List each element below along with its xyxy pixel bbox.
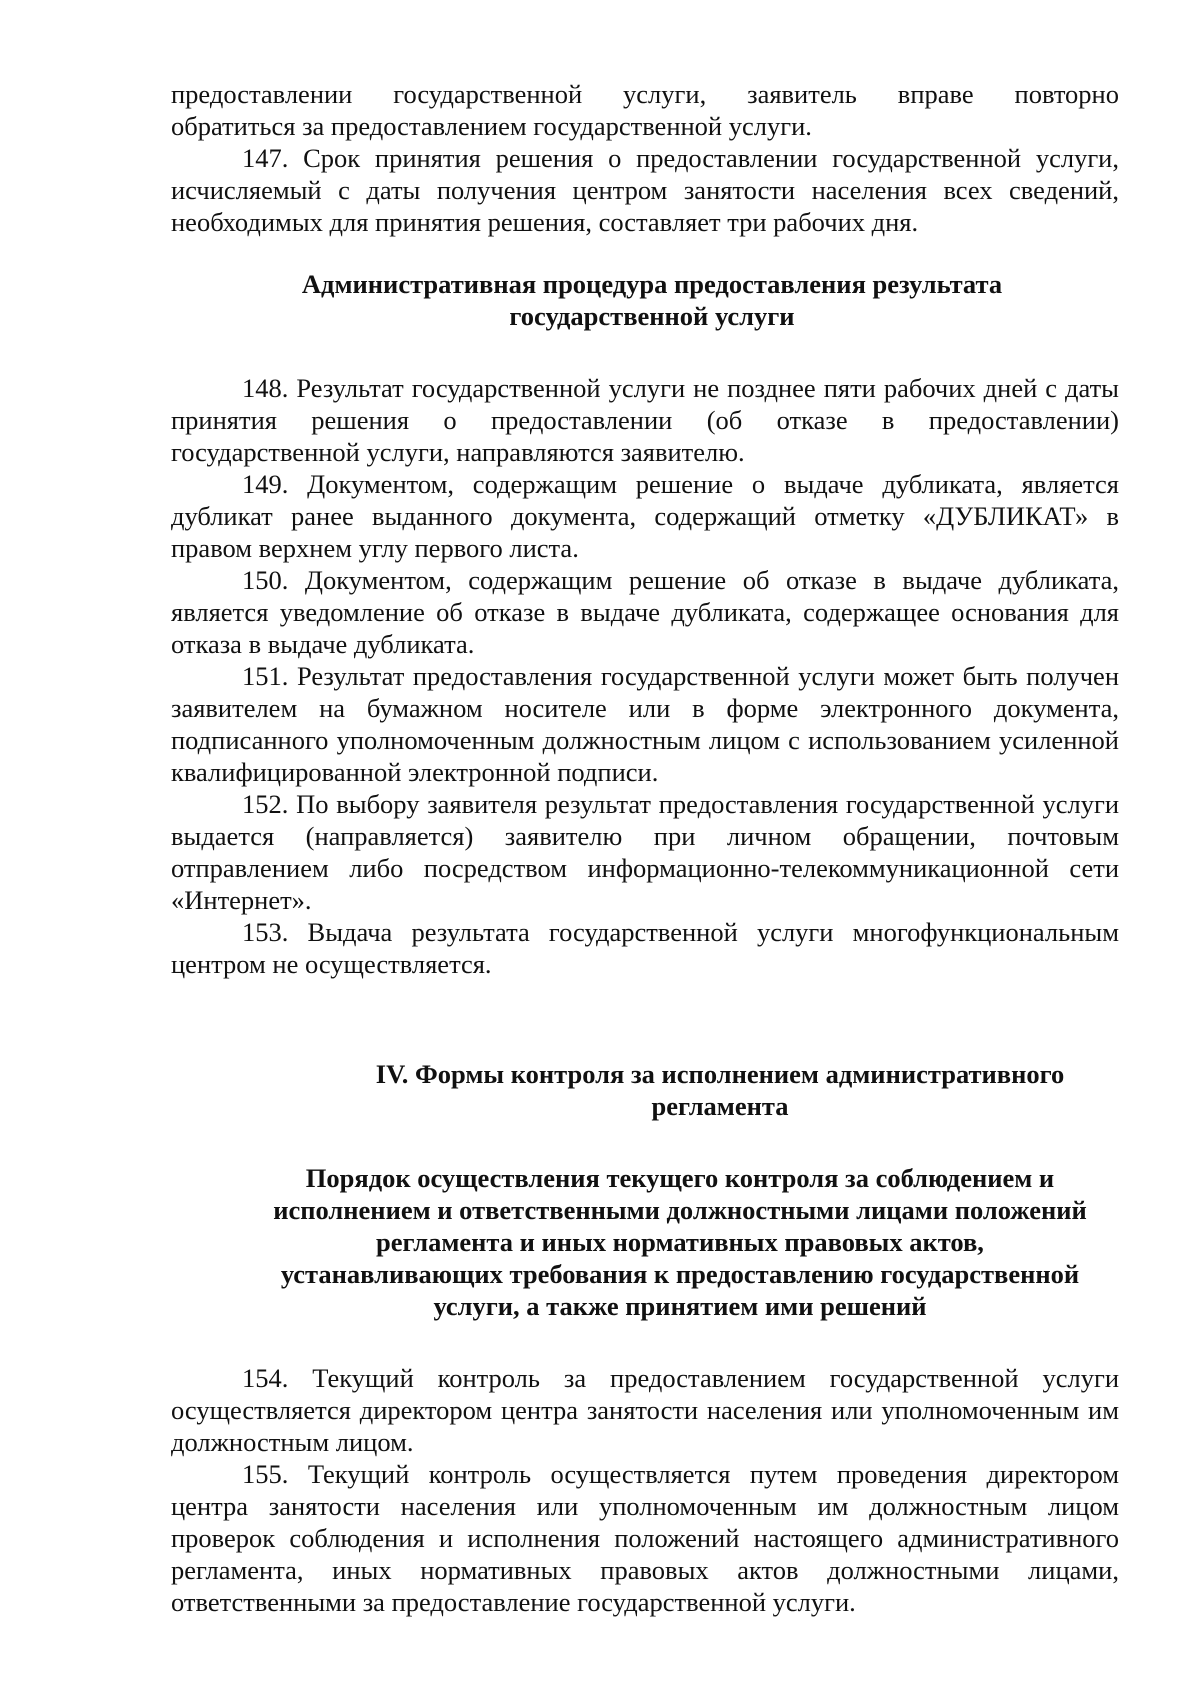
document-body bbox=[171, 78, 1119, 1618]
section-heading-iv-line-1: IV. Формы контроля за исполнением административного bbox=[375, 1059, 1065, 1089]
paragraph-intro bbox=[171, 78, 1119, 142]
section-heading-iv bbox=[171, 1058, 1119, 1122]
paragraph-150: 150. Документом, содержащим решение об отказе в выдаче дубликата, является уведомление об отказе в выдаче дубликата, содержащее основания для отказа в выдаче дубликата. bbox=[171, 565, 1119, 659]
heading-result-procedure-line-2: государственной услуги bbox=[509, 301, 795, 331]
intro-line-2: обратиться за предоставлением государственной услуги. bbox=[171, 111, 812, 141]
intro-line-1: предоставлении государственной услуги, заявитель вправе повторно bbox=[171, 79, 1119, 109]
subheading-line-3: регламента и иных нормативных правовых актов, bbox=[376, 1227, 984, 1257]
paragraph-153: 153. Выдача результата государственной услуги многофункциональным центром не осуществляется. bbox=[171, 917, 1119, 979]
paragraph-152: 152. По выбору заявителя результат предоставления государственной услуги выдается (направляется) заявителю при личном обращении, почтовым отправлением либо посредством информационно-телекоммуникационной сети «Интернет». bbox=[171, 789, 1119, 915]
heading-result-procedure bbox=[171, 268, 1119, 332]
paragraph-155: 155. Текущий контроль осуществляется путем проведения директором центра занятости населения или уполномоченным им должностным лицом проверок соблюдения и исполнения положений настоящего административного регламента, иных нормативных правовых актов должностными лицами, ответственными за предоставление государственной услуги. bbox=[171, 1459, 1119, 1617]
paragraph-154: 154. Текущий контроль за предоставлением государственной услуги осуществляется директором центра занятости населения или уполномоченным им должностным лицом. bbox=[171, 1363, 1119, 1457]
subheading-line-5: услуги, а также принятием ими решений bbox=[433, 1291, 927, 1321]
subheading-line-1: Порядок осуществления текущего контроля за соблюдением и bbox=[305, 1163, 1055, 1193]
subheading-line-4: устанавливающих требования к предоставлению государственной bbox=[280, 1259, 1080, 1289]
paragraph-151: 151. Результат предоставления государственной услуги может быть получен заявителем на бумажном носителе или в форме электронного документа, подписанного уполномоченным должностным лицом с использованием усиленной квалифицированной электронной подписи. bbox=[171, 661, 1119, 787]
section-heading-iv-line-2: регламента bbox=[651, 1091, 789, 1121]
heading-result-procedure-line-1: Административная процедура предоставления результата bbox=[301, 269, 1003, 299]
subheading-current-control bbox=[171, 1162, 1119, 1322]
paragraph-148: 148. Результат государственной услуги не позднее пяти рабочих дней с даты принятия решения о предоставлении (об отказе в предоставлении) государственной услуги, направляются заявителю. bbox=[171, 373, 1119, 467]
paragraph-147: 147. Срок принятия решения о предоставлении государственной услуги, исчисляемый с даты получения центром занятости населения всех сведений, необходимых для принятия решения, составляет три рабочих дня. bbox=[171, 143, 1119, 237]
subheading-line-2: исполнением и ответственными должностными лицами положений bbox=[273, 1195, 1087, 1225]
paragraph-149: 149. Документом, содержащим решение о выдаче дубликата, является дубликат ранее выданного документа, содержащий отметку «ДУБЛИКАТ» в правом верхнем углу первого листа. bbox=[171, 469, 1119, 563]
